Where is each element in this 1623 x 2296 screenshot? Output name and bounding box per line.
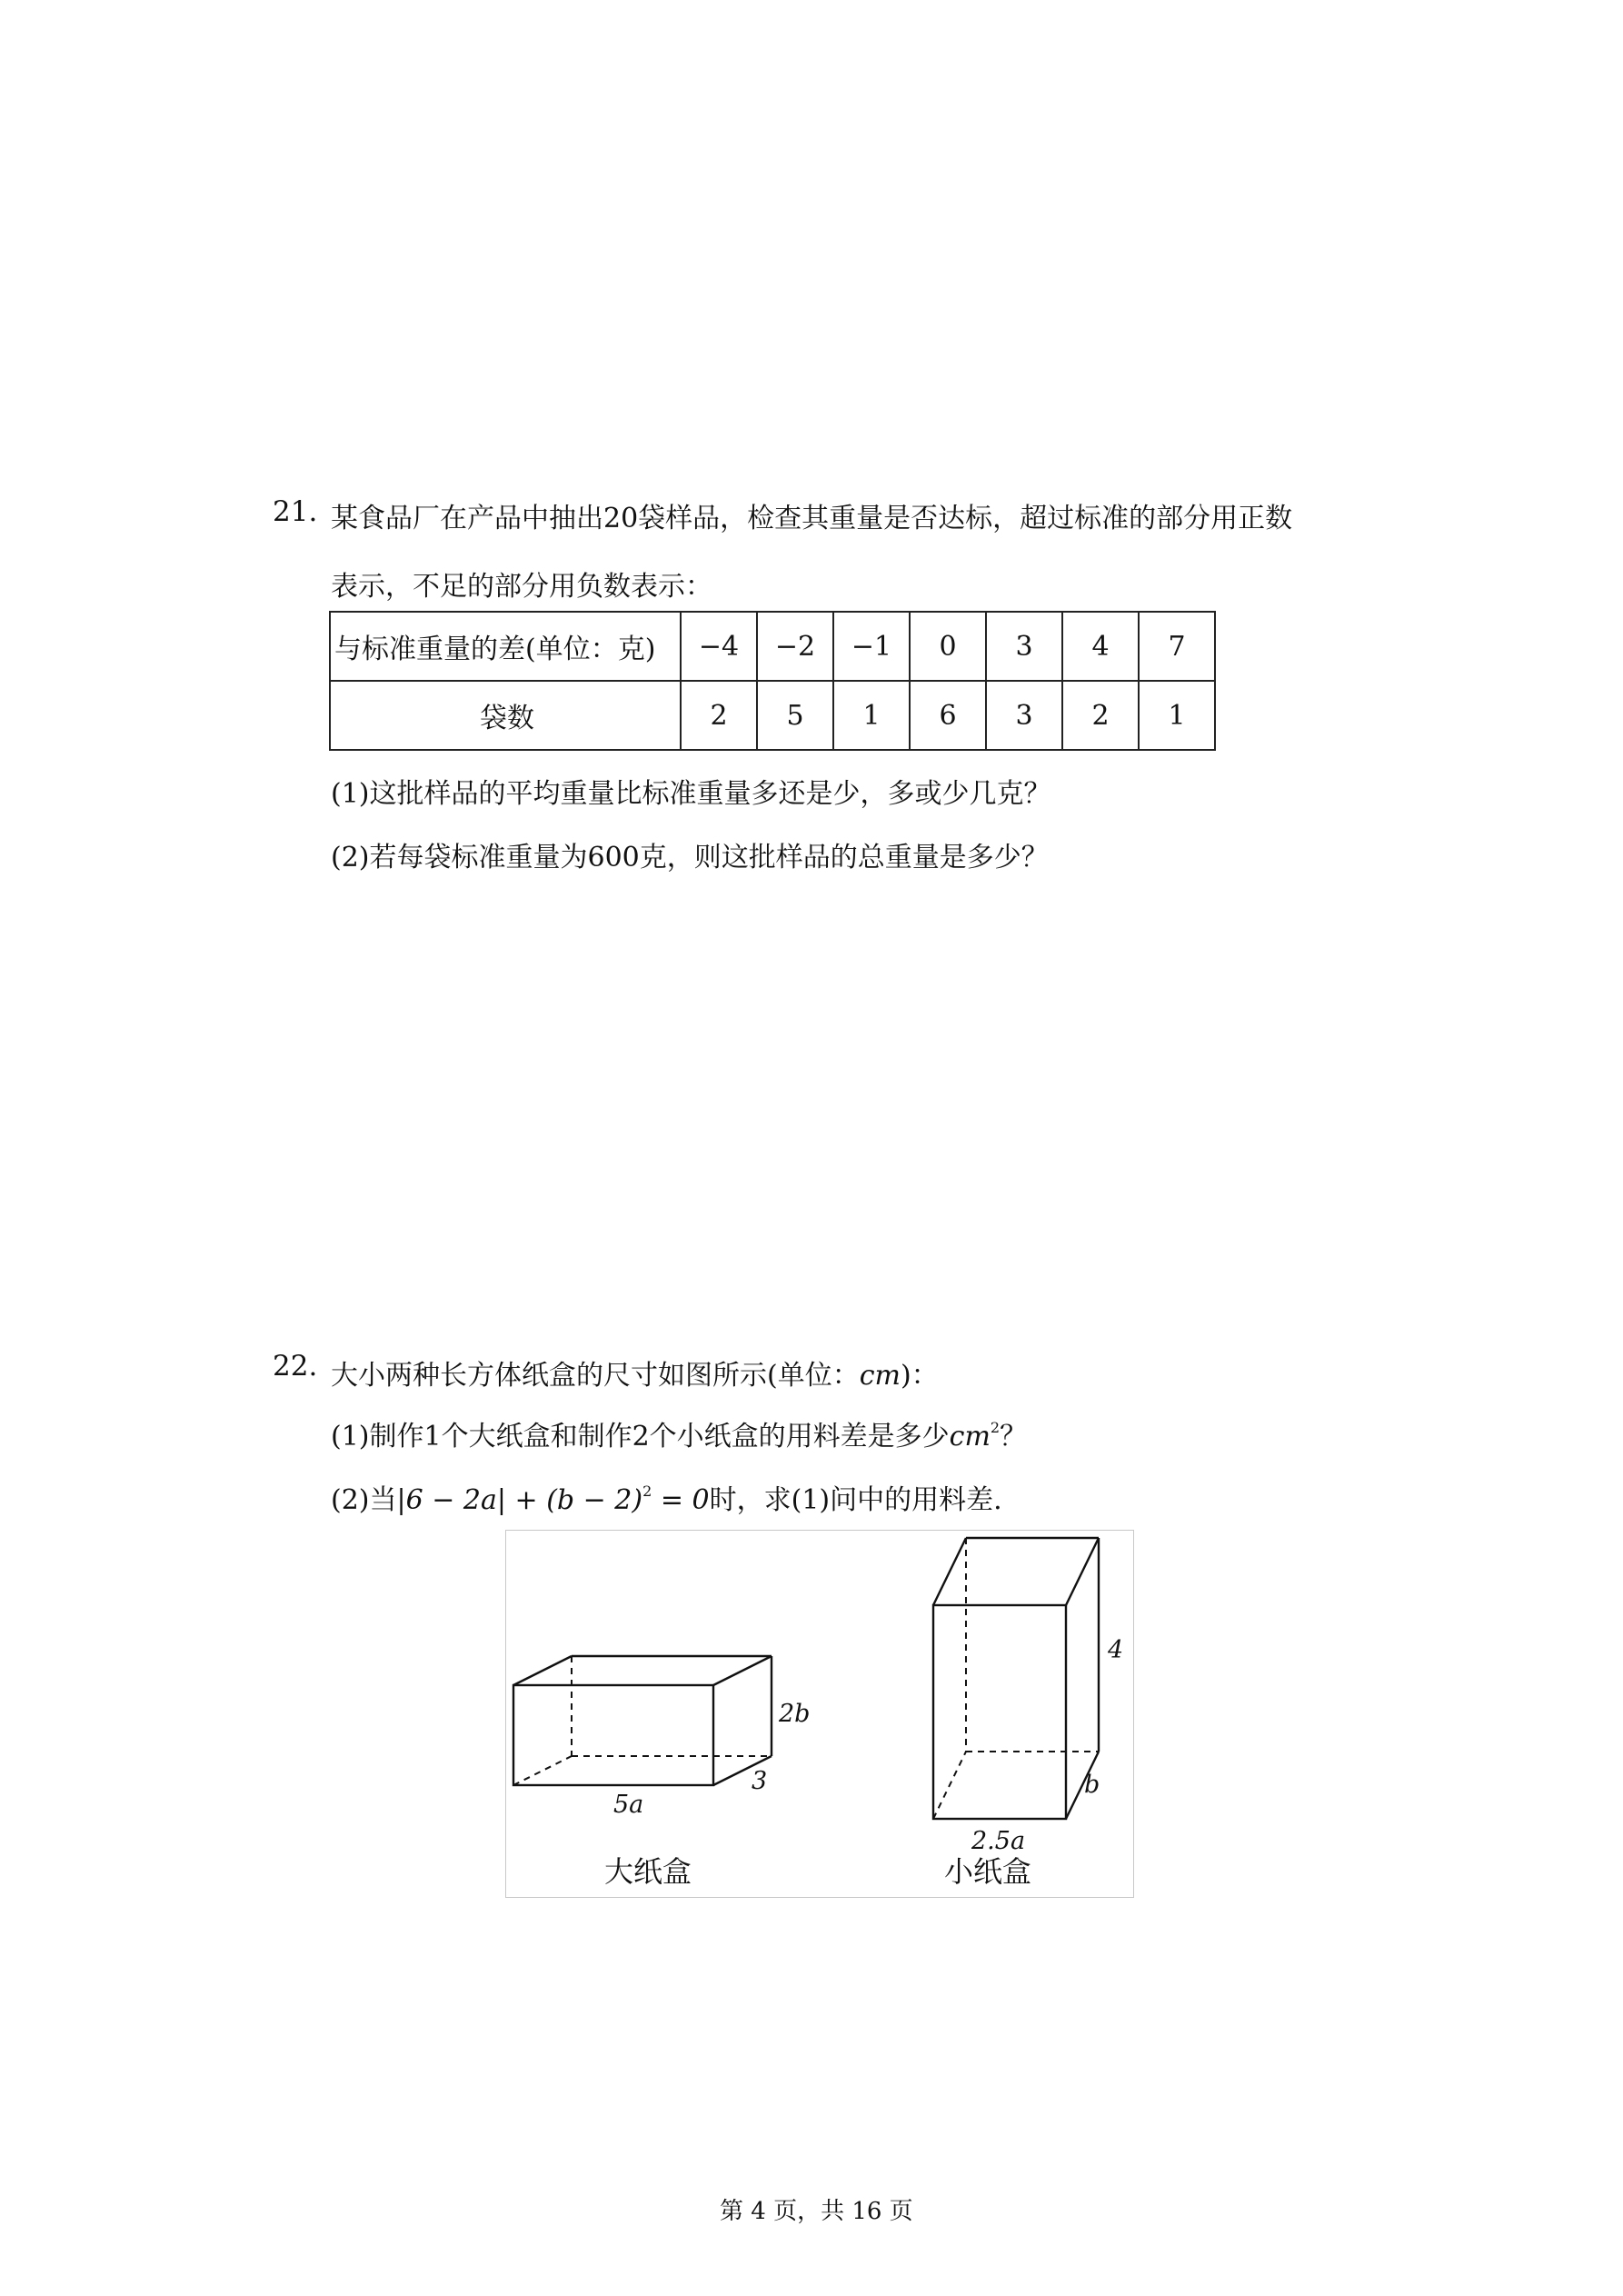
question-22-part1-text: (1)制作1个大纸盒和制作2个小纸盒的用料差是多少 [331, 1421, 950, 1452]
question-22-part2-text: (2)当 [331, 1484, 397, 1516]
table-cell: 6 [910, 681, 986, 750]
big-box-height-label: 2b [779, 1700, 811, 1728]
condition-expression: |6 − 2a| + (b − 2) [396, 1484, 643, 1516]
table-cell: 1 [833, 681, 910, 750]
table-cell: −1 [833, 612, 910, 681]
boxes-drawing [506, 1531, 1135, 1899]
unit-cm: cm [859, 1360, 901, 1392]
condition-equals: = 0 [652, 1484, 710, 1516]
question-22-part1 [331, 1413, 1027, 1453]
table-cell: 4 [1062, 612, 1139, 681]
unit-exponent: 2 [990, 1419, 1001, 1436]
table-cell: 2 [681, 681, 757, 750]
table-cell: 0 [910, 612, 986, 681]
table-row [330, 681, 1215, 750]
table-cell: 3 [986, 681, 1062, 750]
small-box-height-label: 4 [1108, 1636, 1124, 1664]
question-21-text-line2: 表示，不足的部分用负数表示： [331, 571, 712, 603]
table-cell: 3 [986, 612, 1062, 681]
question-22-part1-end: ？ [1000, 1421, 1028, 1452]
table-cell: 1 [1139, 681, 1215, 750]
small-box-caption: 小纸盒 [944, 1854, 1032, 1889]
table-row [330, 612, 1215, 681]
table-cell: 7 [1139, 612, 1215, 681]
weight-difference-table [329, 611, 1216, 751]
condition-exponent: 2 [642, 1482, 652, 1500]
question-21-part2: (2)若每袋标准重量为600克，则这批样品的总重量是多少？ [331, 842, 1049, 873]
table-cell: −4 [681, 612, 757, 681]
table-cell: 5 [757, 681, 833, 750]
question-21-part1: (1)这批样品的平均重量比标准重量多还是少，多或少几克？ [331, 778, 1051, 810]
question-22-part2-end: 时，求(1)问中的用料差. [709, 1484, 1002, 1516]
question-22-text-b: )： [900, 1360, 939, 1392]
table-header-count: 袋数 [330, 681, 681, 750]
page-footer: 第 4 页，共 16 页 [720, 2198, 913, 2225]
question-21-text-line1: 某食品厂在产品中抽出20袋样品，检查其重量是否达标，超过标准的部分用正数 [331, 503, 1293, 534]
question-22-part2 [331, 1477, 1002, 1517]
question-22-text [331, 1353, 939, 1393]
question-22-number: 22. [273, 1350, 318, 1383]
small-box-depth-label: b [1084, 1771, 1100, 1799]
table-header-diff: 与标准重量的差(单位：克) [330, 612, 681, 681]
boxes-figure [505, 1530, 1134, 1898]
small-box-outline [933, 1538, 1099, 1819]
question-22-text-a: 大小两种长方体纸盒的尺寸如图所示(单位： [331, 1360, 860, 1392]
table-cell: 2 [1062, 681, 1139, 750]
big-box-length-label: 5a [613, 1791, 644, 1819]
unit-cm: cm [949, 1421, 991, 1452]
small-box-length-label: 2.5a [971, 1827, 1026, 1855]
question-21-number: 21. [273, 495, 318, 528]
table-cell: −2 [757, 612, 833, 681]
big-box-depth-label: 3 [752, 1767, 768, 1795]
big-box-caption: 大纸盒 [604, 1854, 692, 1889]
small-box-hidden-edges [933, 1538, 1099, 1819]
big-box-outline [513, 1656, 772, 1785]
